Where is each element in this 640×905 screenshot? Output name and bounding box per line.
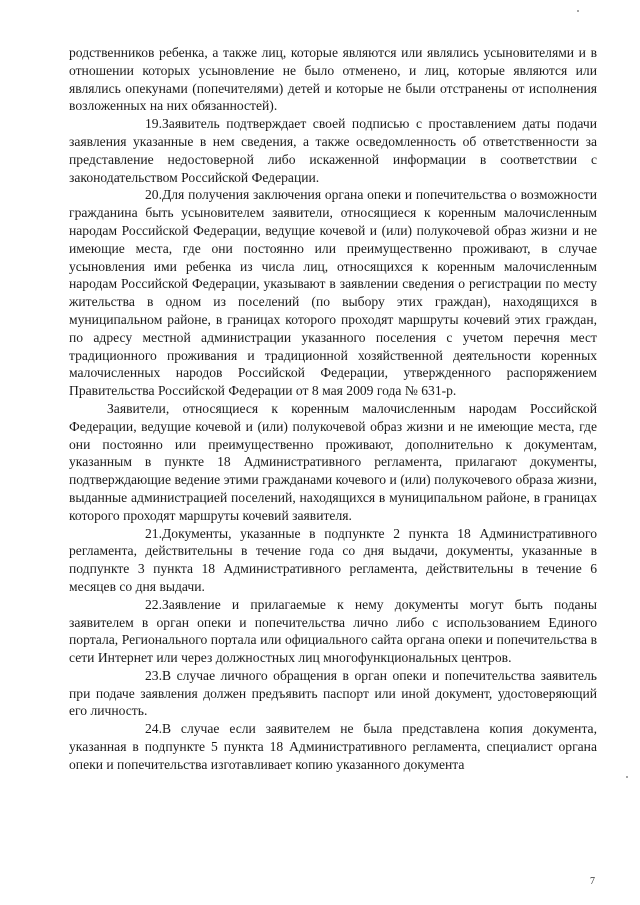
paragraph-number: 20. [145, 187, 162, 203]
paragraph-20-continued [69, 400, 597, 525]
paragraph-text: В случае личного обращения в орган опеки и попечительства заявитель при подаче заявления должен предъявить паспорт или иной документ, удостоверяющий его личность. [69, 667, 597, 719]
paragraph-text: Заявитель подтверждает своей подписью с проставлением даты подачи заявления указанные в нем сведения, а также осведомленность об ответственности за представление недостоверной либо искаженной информации в соответствии с законодательством Российской Федерации. [69, 116, 597, 185]
paragraph-number: 24. [145, 721, 162, 737]
paragraph-21 [69, 525, 597, 596]
page-number: 7 [590, 876, 595, 887]
paragraph-number: 21. [145, 525, 162, 541]
paragraph-23 [69, 667, 597, 720]
paragraph-continuation [69, 44, 597, 115]
paragraph-20 [69, 186, 597, 400]
paragraph-number: 23. [145, 667, 162, 683]
paragraph-text: Документы, указанные в подпункте 2 пункта 18 Административного регламента, действительны в течение года со дня выдачи, документы, указанные в подпункте 3 пункта 18 Административного регламента, действительны в течение 6 месяцев со дня выдачи. [69, 525, 597, 594]
paragraph-22 [69, 596, 597, 667]
paragraph-text: Заявление и прилагаемые к нему документы могут быть поданы заявителем в орган опеки и попечительства лично либо с использованием Единого портала, Регионального портала или официального сайта органа опеки и попечительства в сети Интернет или через должностных лиц многофункциональных центров. [69, 596, 597, 666]
paragraph-19 [69, 115, 597, 186]
paragraph-24 [69, 720, 597, 773]
document-body [69, 44, 597, 774]
scan-speck [577, 10, 579, 12]
paragraph-text: родственников ребенка, а также лиц, которые являются или являлись усыновителями и в отношении которых усыновление не было отменено, и лиц, которые являются или являлись опекунами (попечителями) детей и которые не были отстранены от исполнения возложенных на них обязанностей). [69, 45, 597, 114]
paragraph-number: 19. [145, 116, 162, 132]
scan-speck [626, 776, 628, 778]
paragraph-number: 22. [145, 596, 162, 612]
paragraph-text: Для получения заключения органа опеки и попечительства о возможности гражданина быть усыновителем заявители, относящиеся к коренным малочисленным народам Российской Федерации, ведущие кочевой и (или) полукочевой образ жизни и не имеющие места, где они постоянно или преимущественно проживают, в случае усыновления ими ребенка из числа лиц, относящихся к коренным малочисленным народам Российской Федерации, указывают в заявлении сведения о регистрации по месту жительства в одном из поселений (по выбору этих граждан), находящихся в муниципальном районе, в границах которого проходят маршруты кочевий этих граждан, по адресу местной администрации указанного поселения с учетом перечня мест традиционного проживания и традиционной хозяйственной деятельности коренных малочисленных народов Российской Федерации, утвержденного распоряжением Правительства Российской Федерации от 8 мая 2009 года № 631-р. [69, 187, 597, 399]
paragraph-text: Заявители, относящиеся к коренным малочисленным народам Российской Федерации, ведущие кочевой и (или) полукочевой образ жизни и не имеющие места, где они постоянно или преимущественно проживают, дополнительно к документам, указанным в пункте 18 Административного регламента, прилагают документы, подтверждающие ведение этими гражданами кочевого и (или) полукочевого образа жизни, выданные администрацией поселений, находящихся в муниципальном районе, в границах которого проходят маршруты кочевий заявителя. [69, 400, 597, 523]
paragraph-text: В случае если заявителем не была представлена копия документа, указанная в подпункте 5 пункта 18 Административного регламента, специалист органа опеки и попечительства изготавливает копию указанного документа [69, 721, 597, 772]
